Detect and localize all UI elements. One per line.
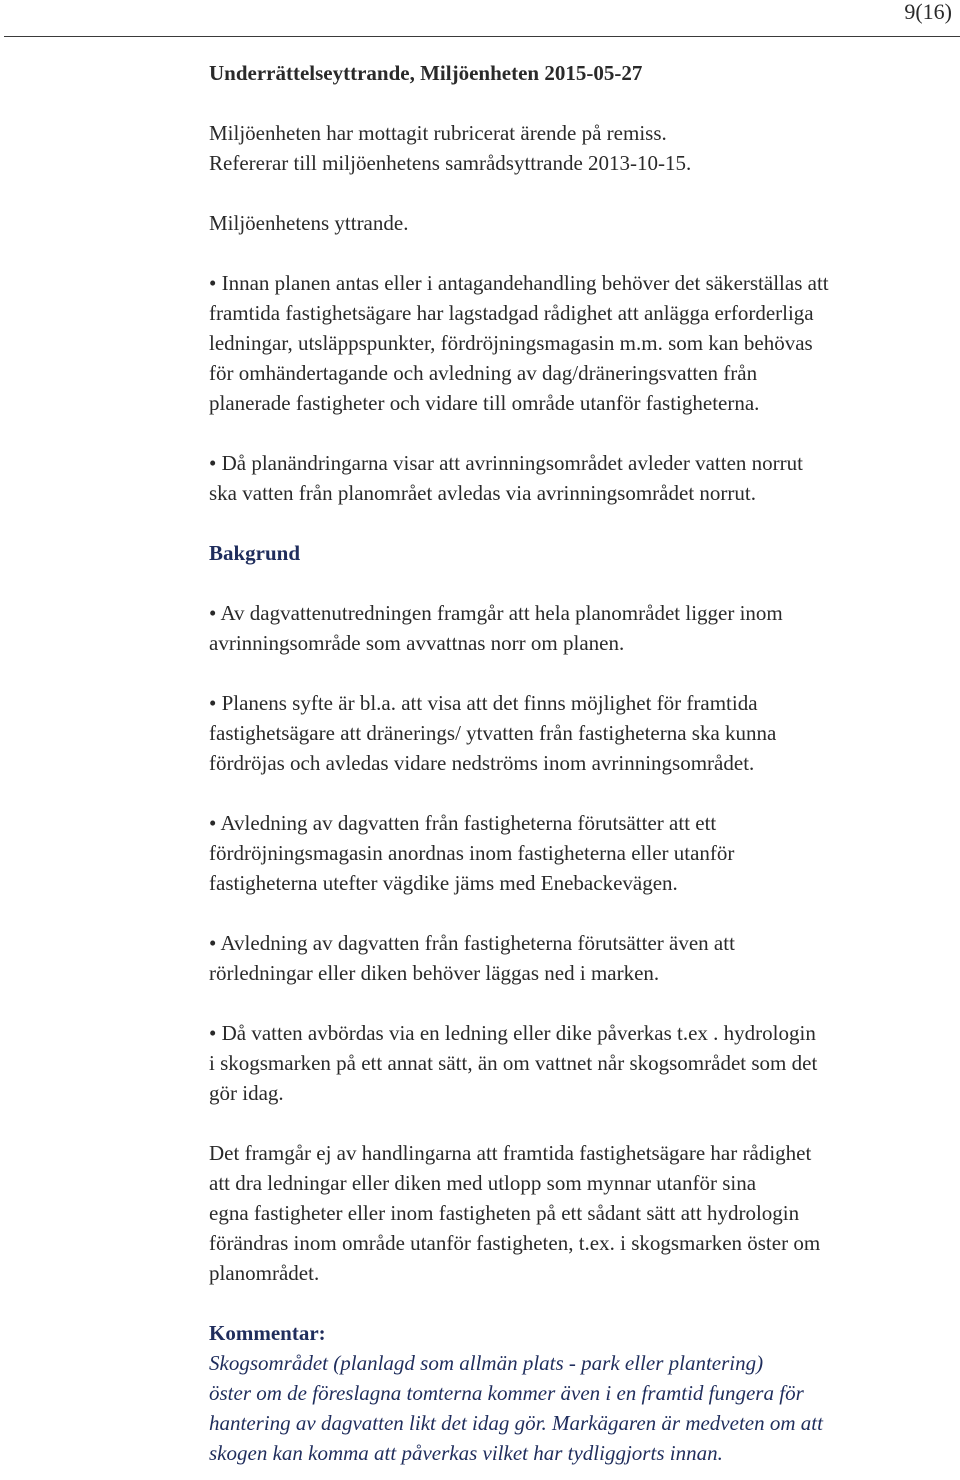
conclusion-line: Det framgår ej av handlingarna att framtida fastighetsägare har rådighet — [209, 1141, 812, 1165]
kommentar-line: skogen kan komma att påverkas vilket har tydliggjorts innan. — [209, 1441, 723, 1465]
bullet-item — [209, 688, 949, 778]
section-heading-bakgrund: Bakgrund — [209, 541, 301, 565]
bullet-line: avrinningsområde som avvattnas norr om planen. — [209, 631, 625, 655]
kommentar-paragraph — [209, 1348, 949, 1468]
bullet-line: • Avledning av dagvatten från fastigheterna förutsätter även att — [209, 931, 735, 955]
document-title: Underrättelseyttrande, Miljöenheten 2015-05-27 — [209, 61, 643, 85]
bullet-line: • Innan planen antas eller i antagandehandling behöver det säkerställas att — [209, 271, 829, 295]
bullet-item — [209, 928, 949, 988]
bullet-item — [209, 598, 949, 658]
bullet-item — [209, 808, 949, 898]
page-number: 9(16) — [904, 0, 952, 24]
bullet-line: fördröjningsmagasin anordnas inom fastigheterna eller utanför — [209, 841, 735, 865]
intro-line: Refererar till miljöenhetens samrådsyttrande 2013-10-15. — [209, 151, 692, 175]
bullet-line: • Av dagvattenutredningen framgår att hela planområdet ligger inom — [209, 601, 783, 625]
bullet-item — [209, 448, 949, 508]
bullet-item — [209, 1018, 949, 1108]
intro-paragraph — [209, 118, 949, 178]
bullet-line: fördröjas och avledas vidare nedströms inom avrinningsområdet. — [209, 751, 755, 775]
bullet-line: i skogsmarken på ett annat sätt, än om vattnet når skogsområdet som det — [209, 1051, 818, 1075]
conclusion-line: förändras inom område utanför fastigheten, t.ex. i skogsmarken öster om — [209, 1231, 821, 1255]
bullet-line: för omhändertagande och avledning av dag/dräneringsvatten från — [209, 361, 758, 385]
bullet-item — [209, 268, 949, 418]
bullet-line: ledningar, utsläppspunkter, fördröjningsmagasin m.m. som kan behövas — [209, 331, 813, 355]
intro-line: Miljöenheten har mottagit rubricerat ärende på remiss. — [209, 121, 667, 145]
bullet-line: fastigheterna utefter vägdike jäms med Enebackevägen. — [209, 871, 678, 895]
bullet-line: • Då planändringarna visar att avrinningsområdet avleder vatten norrut — [209, 451, 803, 475]
header-rule — [4, 36, 960, 37]
kommentar-line: hantering av dagvatten likt det idag gör. Markägaren är medveten om att — [209, 1411, 823, 1435]
conclusion-line: planområdet. — [209, 1261, 320, 1285]
bullet-line: gör idag. — [209, 1081, 284, 1105]
bullet-line: • Planens syfte är bl.a. att visa att det finns möjlighet för framtida — [209, 691, 758, 715]
bullet-line: • Då vatten avbördas via en ledning eller dike påverkas t.ex . hydrologin — [209, 1021, 816, 1045]
kommentar-heading: Kommentar: — [209, 1321, 326, 1345]
conclusion-line: egna fastigheter eller inom fastigheten på ett sådant sätt att hydrologin — [209, 1201, 800, 1225]
bullet-line: fastighetsägare att dränerings/ ytvatten från fastigheterna ska kunna — [209, 721, 777, 745]
bullet-line: framtida fastighetsägare har lagstadgad rådighet att anlägga erforderliga — [209, 301, 814, 325]
document-body — [209, 58, 949, 1468]
yttrande-label: Miljöenhetens yttrande. — [209, 211, 409, 235]
bullet-line: planerade fastigheter och vidare till område utanför fastigheterna. — [209, 391, 760, 415]
bullet-line: rörledningar eller diken behöver läggas ned i marken. — [209, 961, 660, 985]
bullet-line: ska vatten från planområet avledas via avrinningsområdet norrut. — [209, 481, 756, 505]
bullet-line: • Avledning av dagvatten från fastigheterna förutsätter att ett — [209, 811, 717, 835]
conclusion-line: att dra ledningar eller diken med utlopp som mynnar utanför sina — [209, 1171, 757, 1195]
kommentar-line: öster om de föreslagna tomterna kommer även i en framtid fungera för — [209, 1381, 804, 1405]
conclusion-paragraph — [209, 1138, 949, 1288]
kommentar-line: Skogsområdet (planlagd som allmän plats - park eller plantering) — [209, 1351, 764, 1375]
